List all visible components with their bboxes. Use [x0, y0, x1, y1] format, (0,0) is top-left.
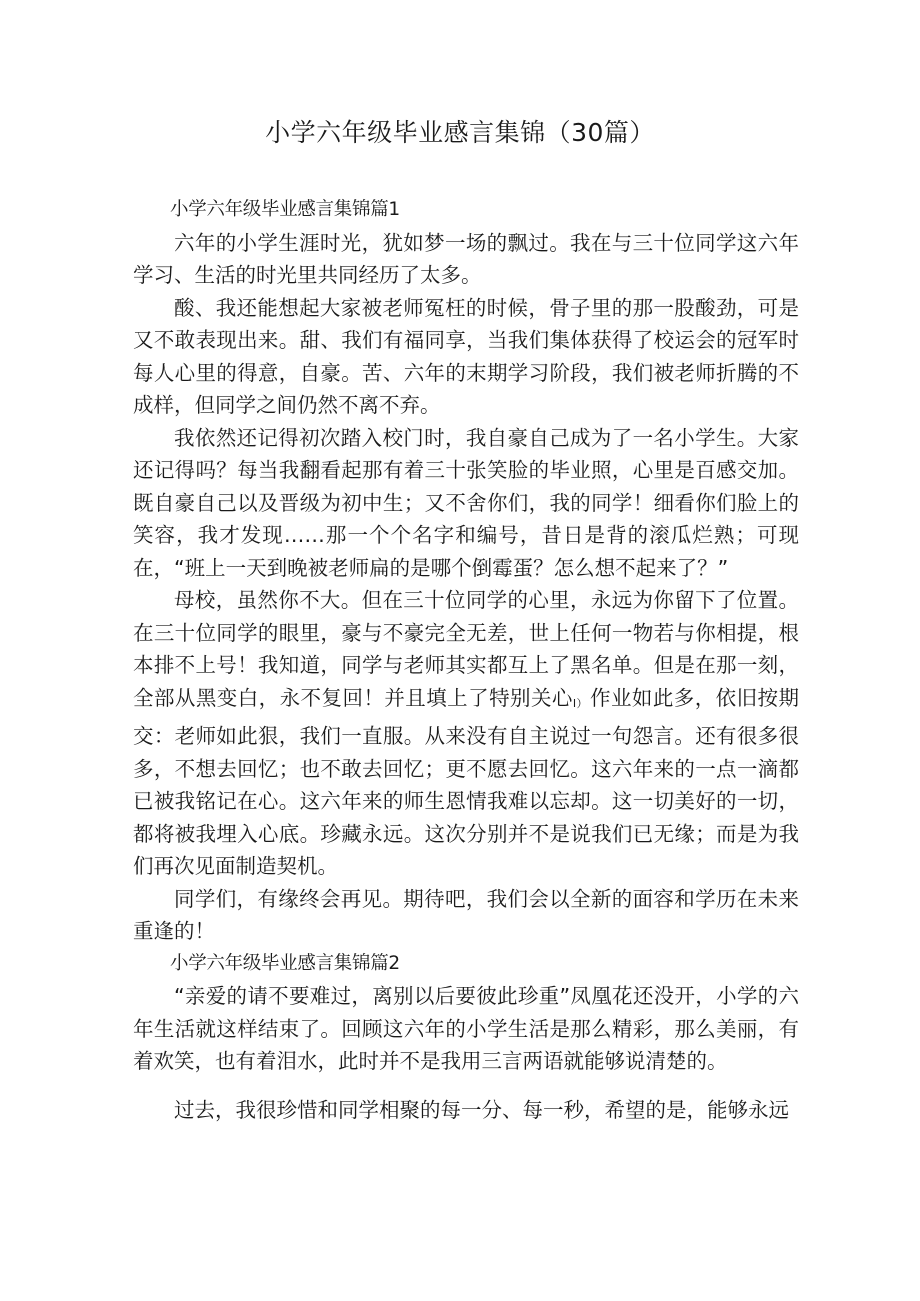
paragraph	[133, 584, 799, 883]
paragraph: 同学们，有缘终会再见。期待吧，我们会以全新的面容和学历在未来重逢的！	[133, 886, 799, 943]
document-body	[133, 194, 799, 1126]
paragraph: 六年的小学生涯时光，犹如梦一场的飘过。我在与三十位同学这六年学习、生活的时光里共同经历了太多。	[133, 230, 799, 287]
paragraph: 过去，我很珍惜和同学相聚的每一分、每一秒，希望的是，能够永远	[174, 1097, 789, 1122]
document-title: 小学六年级毕业感言集锦（30篇）	[265, 118, 655, 147]
paragraph: “亲爱的请不要难过，离别以后要彼此珍重”凤凰花还没开，小学的六年生活就这样结束了。回顾这六年的小学生活是那么精彩，那么美丽，有着欢笑，也有着泪水，此时并不是我用三言两语就能够说清楚的。	[133, 984, 799, 1073]
ocr-mark: I）	[572, 696, 588, 710]
paragraph-text: 母校，虽然你不大。但在三十位同学的心里，永远为你留下了位置。在三十位同学的眼里，豪与不豪完全无差，世上任何一物若与你相提，根本排不上号！我知道，同学与老师其实都互上了黑名单。但是在那一刻，全部从黑变白，永不复回！并且填上了特别关心	[133, 588, 799, 710]
paragraph: 我依然还记得初次踏入校门时，我自豪自己成为了一名小学生。大家还记得吗？每当我翻看起那有着三十张笑脸的毕业照，心里是百感交加。既自豪自己以及晋级为初中生；又不舍你们，我的同学！细看你们脸上的笑容，我才发现……那一个个名字和编号，昔日是背的滚瓜烂熟；可现在，“班上一天到晚被老师扁的是哪个倒霉蛋？怎么想不起来了？”	[133, 425, 799, 580]
section-heading: 小学六年级毕业感言集锦篇2	[170, 952, 400, 974]
section-heading: 小学六年级毕业感言集锦篇1	[170, 199, 400, 220]
paragraph: 酸、我还能想起大家被老师冤枉的时候，骨子里的那一股酸劲，可是又不敢表现出来。甜、我们有福同享，当我们集体获得了校运会的冠军时每人心里的得意，自豪。苦、六年的末期学习阶段，我们被老师折腾的不成样，但同学之间仍然不离不弃。	[133, 295, 799, 417]
paragraph-text: 作业如此多，依旧按期交：老师如此狠，我们一直服。从来没有自主说过一句怨言。还有很多很多，不想去回忆；也不敢去回忆；更不愿去回忆。这六年来的一点一滴都已被我铭记在心。这六年来的师生恩情我难以忘却。这一切美好的一切，都将被我埋入心底。珍藏永远。这次分别并不是说我们已无缘；而是为我们再次见面制造契机。	[133, 685, 800, 878]
